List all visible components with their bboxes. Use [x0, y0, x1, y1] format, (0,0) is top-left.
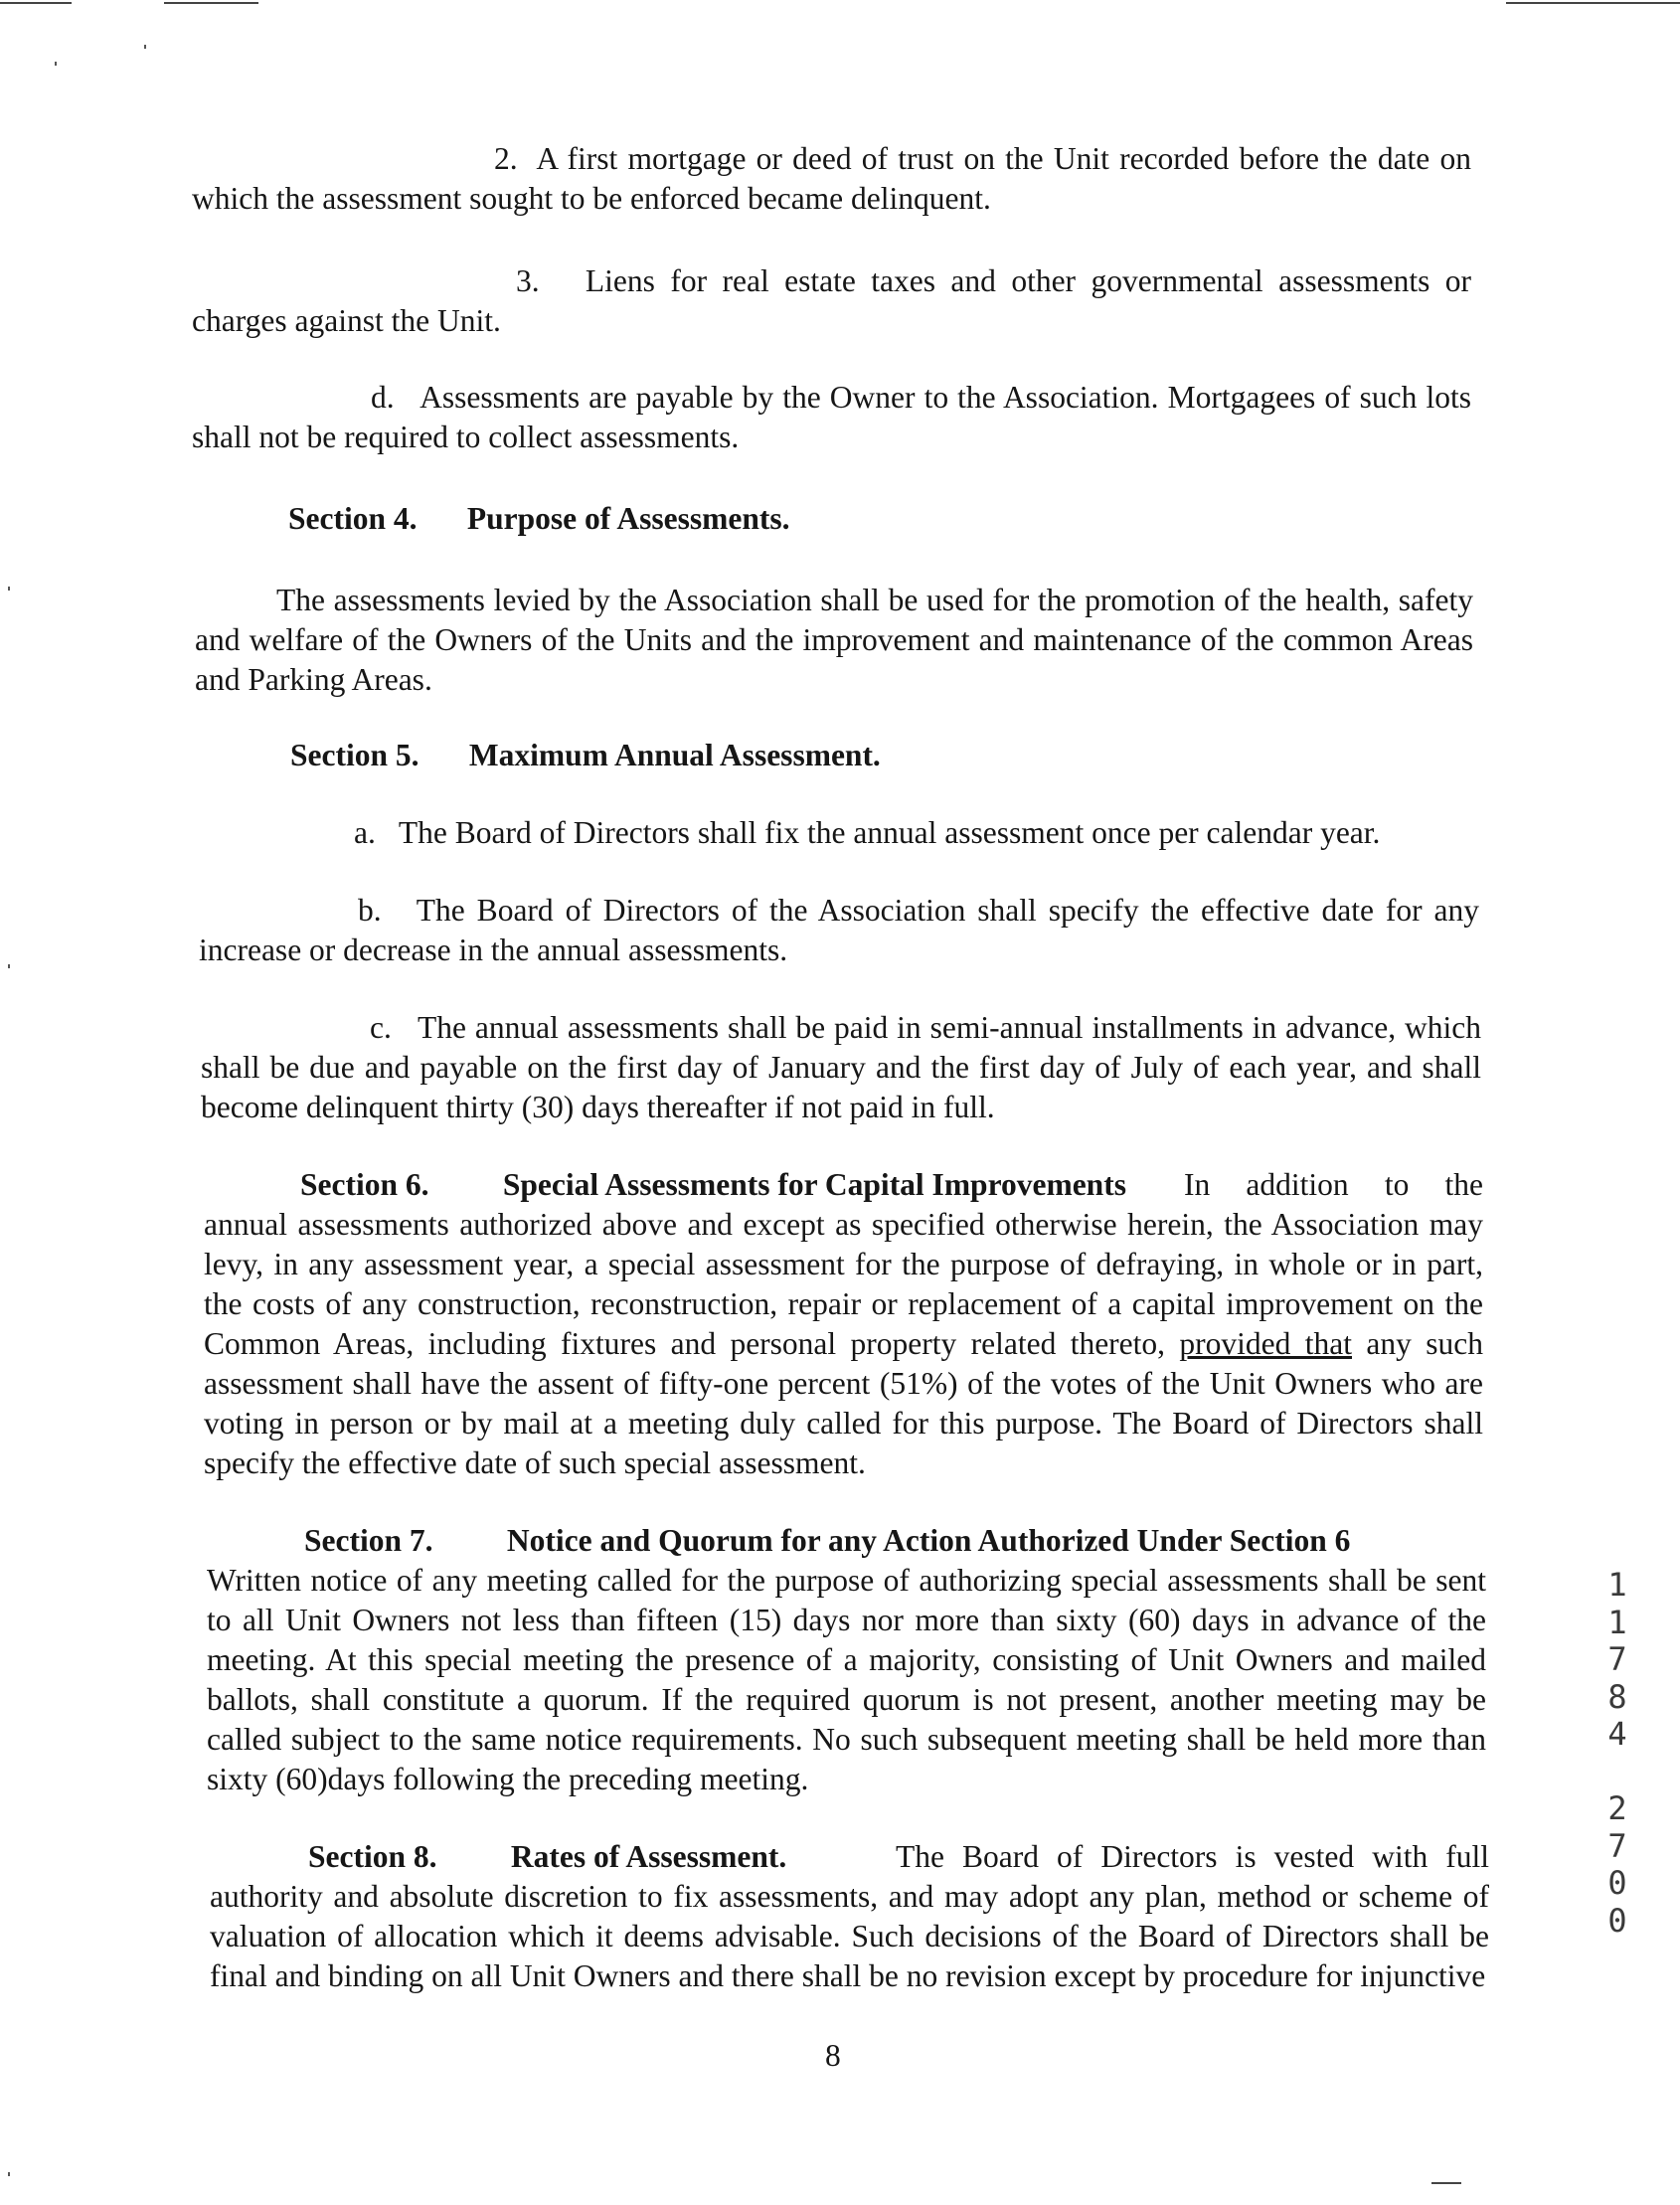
section-8-body: [210, 1837, 1489, 1996]
item-letter: c.: [370, 1010, 392, 1045]
item-letter: d.: [371, 380, 395, 415]
section-4-heading: [288, 499, 790, 539]
section-title: Notice and Quorum for any Action Authorized Under Section 6: [506, 1523, 1351, 1558]
scan-speck: [144, 45, 146, 49]
item-text: The Board of Directors of the Association shall specify the effective date for any increase or decrease in the annual assessments.: [199, 893, 1479, 967]
scan-speck: [55, 62, 57, 66]
scan-mark-top: [164, 2, 258, 4]
recording-stamp: 1 1 7 8 4 2 7 0 0: [1607, 1566, 1627, 1940]
paragraph-item-2: [192, 139, 1471, 219]
underlined-term: provided that: [1179, 1326, 1353, 1361]
scan-mark-top-left: [0, 2, 72, 4]
body-text-continued: any such assessment shall have the assent of fifty-one percent (51%) of the votes of the Unit Owners who are voting in person or by mail at a meeting duly called for this purpose. The Board of Directors shall specify the effective date of such special assessment.: [204, 1326, 1484, 1480]
body-text: Written notice of any meeting called for the purpose of authorizing special assessments shall be sent to all Unit Owners not less than fifteen (15) days nor more than sixty (60) days in advance of the meeting. At this special meeting the presence of a majority, consisting of Unit Owners and mailed ballots, shall constitute a quorum. If the required quorum is not present, another meeting may be called subject to the same notice requirements. No such subsequent meeting shall be held more than sixty (60)days following the preceding meeting.: [207, 1563, 1486, 1796]
section-number: Section 7.: [304, 1523, 433, 1558]
section-title: Maximum Annual Assessment.: [468, 738, 881, 772]
paragraph-item-3: [192, 261, 1471, 341]
section-title: Special Assessments for Capital Improvements: [502, 1167, 1126, 1202]
item-text: A first mortgage or deed of trust on the Unit recorded before the date on which the assessment sought to be enforced became delinquent.: [192, 141, 1472, 216]
scan-mark-top-right: [1506, 2, 1680, 4]
page-number: 8: [825, 2038, 841, 2073]
section-title: Rates of Assessment.: [510, 1839, 787, 1874]
scan-mark-bottom-right: [1431, 2182, 1461, 2184]
paragraph-item-5a: [195, 813, 1477, 853]
item-number: 3.: [516, 263, 540, 298]
paragraph-item-d: [192, 378, 1471, 457]
scan-speck: [8, 964, 10, 968]
item-text: Assessments are payable by the Owner to the Association. Mortgagees of such lots shall not be required to collect assessments.: [192, 380, 1471, 454]
section-number: Section 8.: [308, 1839, 437, 1874]
item-letter: b.: [358, 893, 382, 928]
section-7-body: [207, 1561, 1486, 1799]
scan-speck: [8, 587, 10, 591]
scan-speck: [8, 2172, 10, 2176]
section-5-heading: [290, 736, 881, 775]
paragraph-item-5b: [199, 891, 1479, 970]
item-text: Liens for real estate taxes and other governmental assessments or charges against the Unit.: [192, 263, 1472, 338]
section-number: Section 4.: [288, 501, 418, 536]
section-number: Section 6.: [300, 1167, 429, 1202]
section-title: Purpose of Assessments.: [466, 501, 790, 536]
body-text: The assessments levied by the Association shall be used for the promotion of the health, safety and welfare of the Owners of the Units and the improvement and maintenance of the common Areas and Parking Areas.: [195, 583, 1473, 697]
section-7-heading: [304, 1521, 1350, 1561]
item-text: The annual assessments shall be paid in semi-annual installments in advance, which shall be due and payable on the first day of January and the first day of July of each year, and shall become delinquent thirty (30) days thereafter if not paid in full.: [201, 1010, 1481, 1124]
section-4-body: [195, 581, 1473, 700]
item-number: 2.: [494, 141, 518, 176]
section-6-body: [204, 1165, 1483, 1483]
paragraph-item-5c: [201, 1008, 1481, 1127]
item-letter: a.: [354, 815, 376, 850]
section-number: Section 5.: [290, 738, 420, 772]
body-text: The Board of Directors is vested with full authority and absolute discretion to fix assessments, and may adopt any plan, method or scheme of valuation of allocation which it deems advisable. Such decisions of the Board of Directors shall be final and binding on all Unit Owners and there shall be no revision except by procedure for injunctive: [210, 1839, 1489, 1993]
body-text: In addition to the annual assessments authorized above and except as specified otherwise herein, the Association may levy, in any assessment year, a special assessment for the purpose of defraying, in whole or in part, the costs of any construction, reconstruction, repair or replacement of a capital improvement on the Common Areas, including fixtures and personal property related thereto,: [204, 1167, 1483, 1361]
item-text: The Board of Directors shall fix the annual assessment once per calendar year.: [398, 815, 1381, 850]
